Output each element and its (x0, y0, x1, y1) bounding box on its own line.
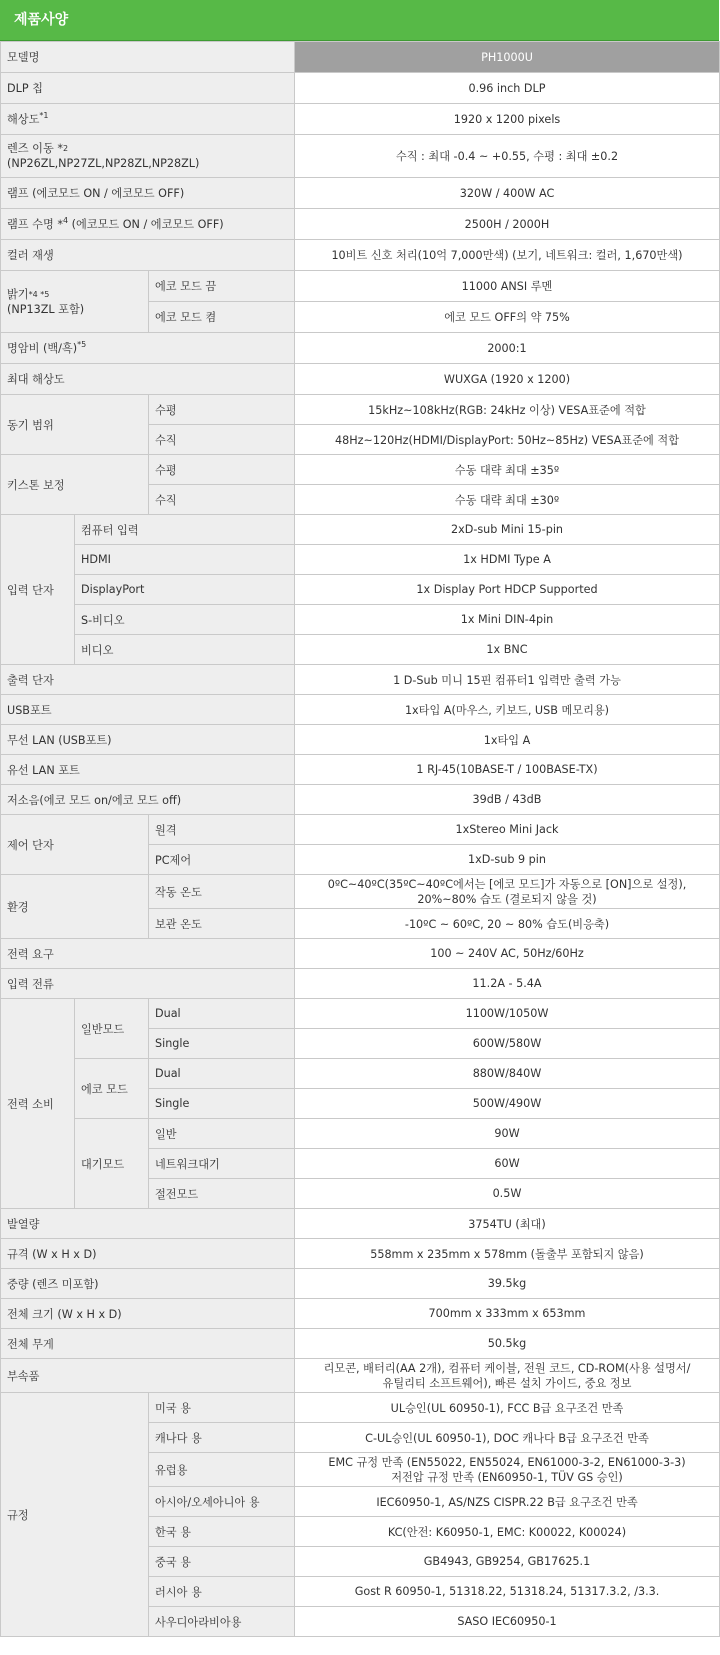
table-row (1, 104, 720, 135)
row-label: 명암비 (백/흑)$^{*5}$ (1, 333, 295, 364)
group-label: 대기모드 (75, 1119, 149, 1209)
row-label: 중량 (렌즈 미포함) (1, 1269, 295, 1299)
row-value: 2xD-sub Mini 15-pin (295, 515, 720, 545)
row-value: IEC60950-1, AS/NZS CISPR.22 B급 요구조건 만족 (295, 1487, 720, 1517)
group-label: 일반모드 (75, 999, 149, 1059)
table-row (1, 135, 720, 178)
row-label: 규격 (W x H x D) (1, 1239, 295, 1269)
row-label: 무선 LAN (USB포트) (1, 725, 295, 755)
row-value: 600W/580W (295, 1029, 720, 1059)
row-label: USB포트 (1, 695, 295, 725)
row-label: 동기 범위 (1, 395, 149, 455)
row-value: 수동 대략 최대 ±30º (295, 485, 720, 515)
sub-label: S-비디오 (75, 605, 295, 635)
row-value: C-UL승인(UL 60950-1), DOC 캐나다 B급 요구조건 만족 (295, 1423, 720, 1453)
row-label: 전력 요구 (1, 939, 295, 969)
spec-title: 제품사양 (0, 0, 719, 41)
row-value: 39.5kg (295, 1269, 720, 1299)
row-label: 부속품 (1, 1359, 295, 1393)
row-label: 렌즈 이동 *$^2$ (NP26ZL,NP27ZL,NP28ZL,NP28ZL) (1, 135, 295, 178)
row-value: 1920 x 1200 pixels (295, 104, 720, 135)
row-value: 0.96 inch DLP (295, 73, 720, 104)
row-value: 39dB / 43dB (295, 785, 720, 815)
sub-label: 에코 모드 켬 (149, 302, 295, 333)
row-value: 0ºC~40ºC(35ºC~40ºC에서는 [에코 모드]가 자동으로 [ON]으로 설정), 20%~80% 습도 (결로되지 않을 것) (295, 875, 720, 909)
sub-label: 비디오 (75, 635, 295, 665)
row-label: 모델명 (1, 42, 295, 73)
table-row (1, 785, 720, 815)
row-label: 전력 소비 (1, 999, 75, 1209)
table-row (1, 1119, 720, 1149)
table-row (1, 1359, 720, 1393)
row-label: 밝기$^{*4 *5}$ (NP13ZL 포함) (1, 271, 149, 333)
table-row (1, 1239, 720, 1269)
table-row (1, 515, 720, 545)
sub-label: DisplayPort (75, 575, 295, 605)
sub-label: 유럽용 (149, 1453, 295, 1487)
sub-label: 네트워크대기 (149, 1149, 295, 1179)
sub-label: PC제어 (149, 845, 295, 875)
table-row (1, 1269, 720, 1299)
row-label: 발열량 (1, 1209, 295, 1239)
row-value: 수직 : 최대 -0.4 ~ +0.55, 수평 : 최대 ±0.2 (295, 135, 720, 178)
row-label: 키스톤 보정 (1, 455, 149, 515)
row-value: 1xD-sub 9 pin (295, 845, 720, 875)
sub-label: 보관 온도 (149, 909, 295, 939)
table-row (1, 755, 720, 785)
row-value: 리모콘, 배터리(AA 2개), 컴퓨터 케이블, 전원 코드, CD-ROM(사용 설명서/ 유틸리티 소프트웨어), 빠른 설치 가이드, 중요 정보 (295, 1359, 720, 1393)
row-value: 1x BNC (295, 635, 720, 665)
row-value: 100 ~ 240V AC, 50Hz/60Hz (295, 939, 720, 969)
row-value: 880W/840W (295, 1059, 720, 1089)
row-value: 11.2A - 5.4A (295, 969, 720, 999)
row-value: 500W/490W (295, 1089, 720, 1119)
sub-label: Single (149, 1089, 295, 1119)
row-value: 에코 모드 OFF의 약 75% (295, 302, 720, 333)
row-value: 10비트 신호 처리(10억 7,000만색) (보기, 네트워크: 컬러, 1,670만색) (295, 240, 720, 271)
row-label: 입력 전류 (1, 969, 295, 999)
sub-label: Dual (149, 1059, 295, 1089)
sub-label: 에코 모드 끔 (149, 271, 295, 302)
row-value: 2000:1 (295, 333, 720, 364)
row-value: 1 RJ-45(10BASE-T / 100BASE-TX) (295, 755, 720, 785)
table-row (1, 1059, 720, 1089)
table-row (1, 999, 720, 1029)
sub-label: 수평 (149, 455, 295, 485)
row-label: 전체 크기 (W x H x D) (1, 1299, 295, 1329)
sub-label: Dual (149, 999, 295, 1029)
row-value: UL승인(UL 60950-1), FCC B급 요구조건 만족 (295, 1393, 720, 1423)
sub-label: 작동 온도 (149, 875, 295, 909)
table-row (1, 271, 720, 302)
table-row (1, 635, 720, 665)
table-row (1, 209, 720, 240)
row-value: 558mm x 235mm x 578mm (돌출부 포함되지 않음) (295, 1239, 720, 1269)
sub-label: 캐나다 용 (149, 1423, 295, 1453)
table-row (1, 545, 720, 575)
sub-label: 사우디아라비아용 (149, 1607, 295, 1637)
row-label: 저소음(에코 모드 on/에코 모드 off) (1, 785, 295, 815)
table-row (1, 1209, 720, 1239)
row-label: 입력 단자 (1, 515, 75, 665)
sub-label: 절전모드 (149, 1179, 295, 1209)
table-row (1, 605, 720, 635)
table-row (1, 875, 720, 909)
table-row (1, 725, 720, 755)
table-row (1, 42, 720, 73)
row-value: 0.5W (295, 1179, 720, 1209)
row-value: 수동 대략 최대 ±35º (295, 455, 720, 485)
row-value: KC(안전: K60950-1, EMC: K00022, K00024) (295, 1517, 720, 1547)
row-value: 320W / 400W AC (295, 178, 720, 209)
table-row (1, 695, 720, 725)
row-value: -10ºC ~ 60ºC, 20 ~ 80% 습도(비응축) (295, 909, 720, 939)
table-row (1, 333, 720, 364)
sub-label: 중국 용 (149, 1547, 295, 1577)
row-label: 규정 (1, 1393, 149, 1637)
row-label: 유선 LAN 포트 (1, 755, 295, 785)
row-value: WUXGA (1920 x 1200) (295, 364, 720, 395)
row-label: 컬러 재생 (1, 240, 295, 271)
sub-label: 미국 용 (149, 1393, 295, 1423)
table-row (1, 240, 720, 271)
row-value: 2500H / 2000H (295, 209, 720, 240)
row-label: 해상도$^{*1}$ (1, 104, 295, 135)
row-value: EMC 규정 만족 (EN55022, EN55024, EN61000-3-2, EN61000-3-3) 저전압 규정 만족 (EN60950-1, TÜV GS 승인) (295, 1453, 720, 1487)
table-row (1, 575, 720, 605)
row-label: 램프 수명 *$^4$ (에코모드 ON / 에코모드 OFF) (1, 209, 295, 240)
model-value: PH1000U (295, 42, 720, 73)
sub-label: 러시아 용 (149, 1577, 295, 1607)
table-row (1, 73, 720, 104)
row-label: 최대 해상도 (1, 364, 295, 395)
row-label: 출력 단자 (1, 665, 295, 695)
row-value: 1x Mini DIN-4pin (295, 605, 720, 635)
row-value: 11000 ANSI 루멘 (295, 271, 720, 302)
table-row (1, 939, 720, 969)
table-row (1, 455, 720, 485)
table-row (1, 1329, 720, 1359)
table-row (1, 1299, 720, 1329)
row-value: 1x타입 A (295, 725, 720, 755)
row-value: 15kHz~108kHz(RGB: 24kHz 이상) VESA표준에 적합 (295, 395, 720, 425)
table-row (1, 364, 720, 395)
sub-label: 일반 (149, 1119, 295, 1149)
sub-label: 컴퓨터 입력 (75, 515, 295, 545)
row-value: 1x Display Port HDCP Supported (295, 575, 720, 605)
row-value: SASO IEC60950-1 (295, 1607, 720, 1637)
sub-label: 수직 (149, 485, 295, 515)
row-label: 제어 단자 (1, 815, 149, 875)
row-value: Gost R 60950-1, 51318.22, 51318.24, 51317.3.2, /3.3. (295, 1577, 720, 1607)
row-value: 1x타입 A(마우스, 키보드, USB 메모리용) (295, 695, 720, 725)
table-row (1, 665, 720, 695)
row-label: 환경 (1, 875, 149, 939)
sub-label: 수직 (149, 425, 295, 455)
sub-label: 아시아/오세아니아 용 (149, 1487, 295, 1517)
row-label: 램프 (에코모드 ON / 에코모드 OFF) (1, 178, 295, 209)
spec-table (0, 41, 720, 1637)
row-value: GB4943, GB9254, GB17625.1 (295, 1547, 720, 1577)
row-value: 1x HDMI Type A (295, 545, 720, 575)
sub-label: Single (149, 1029, 295, 1059)
table-row (1, 815, 720, 845)
row-value: 50.5kg (295, 1329, 720, 1359)
row-value: 90W (295, 1119, 720, 1149)
row-value: 48Hz~120Hz(HDMI/DisplayPort: 50Hz~85Hz) VESA표준에 적합 (295, 425, 720, 455)
row-label: 전체 무게 (1, 1329, 295, 1359)
table-row (1, 1393, 720, 1423)
row-label: DLP 칩 (1, 73, 295, 104)
row-value: 1xStereo Mini Jack (295, 815, 720, 845)
row-value: 1100W/1050W (295, 999, 720, 1029)
table-row (1, 969, 720, 999)
table-row (1, 178, 720, 209)
row-value: 60W (295, 1149, 720, 1179)
row-value: 700mm x 333mm x 653mm (295, 1299, 720, 1329)
sub-label: HDMI (75, 545, 295, 575)
group-label: 에코 모드 (75, 1059, 149, 1119)
row-value: 1 D-Sub 미니 15핀 컴퓨터1 입력만 출력 가능 (295, 665, 720, 695)
row-value: 3754TU (최대) (295, 1209, 720, 1239)
sub-label: 한국 용 (149, 1517, 295, 1547)
sub-label: 원격 (149, 815, 295, 845)
sub-label: 수평 (149, 395, 295, 425)
table-row (1, 395, 720, 425)
